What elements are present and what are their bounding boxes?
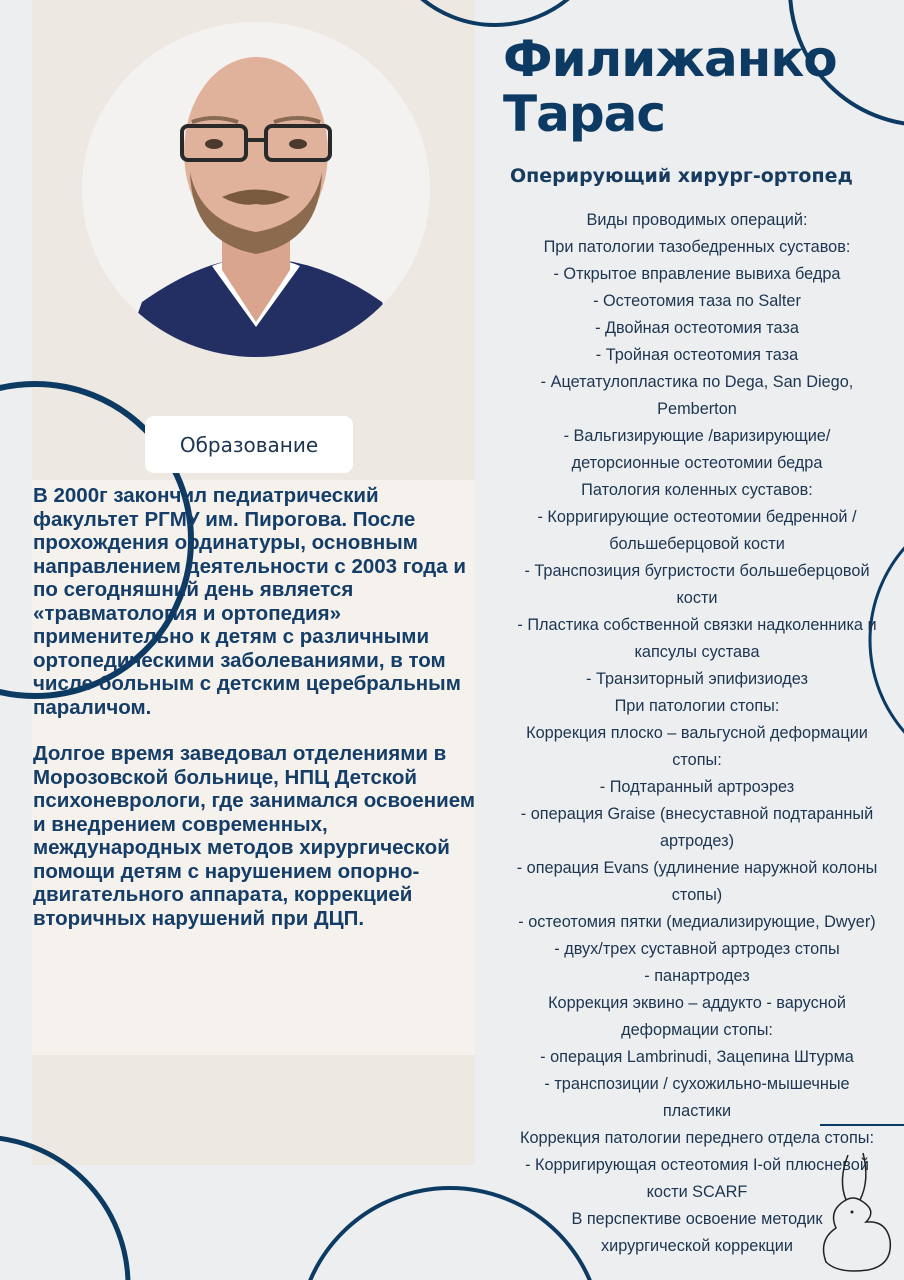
operation-line: - Корригирующие остеотомии бедренной /: [537, 508, 857, 526]
education-paragraph-2: Долгое время заведовал отделениями в Морозовской больнице, НПЦ Детской психоневрологи, где занимался освоением и внедрением современных, международных методов хирургической помощи детям с нарушением опорно-двигательного аппарата, коррекцией вторичных нарушений при ДЦП.: [33, 742, 475, 930]
operation-line: Pemberton: [657, 400, 737, 418]
operation-line: - операция Evans (удлинение наружной колоны: [516, 859, 878, 877]
doctor-firstname: Тарас: [503, 85, 666, 143]
operation-line: - Транзиторный эпифизиодез: [586, 670, 808, 688]
operation-line: - операция Graise (внесуставной подтаранный: [520, 805, 874, 823]
operation-line: - Открытое вправление вывиха бедра: [553, 265, 841, 283]
operation-line: - Двойная остеотомия таза: [595, 319, 799, 337]
operation-line: кости: [676, 589, 718, 607]
operation-line: - Пластика собственной связки надколенника и: [517, 616, 877, 634]
operation-line: - транспозиции / сухожильно-мышечные: [544, 1075, 850, 1093]
operation-line: Коррекция плоско – вальгусной деформации: [526, 724, 868, 742]
operation-line: Виды проводимых операций:: [586, 211, 808, 229]
doctor-role: Оперирующий хирург-ортопед: [510, 165, 853, 187]
education-label: Образование: [145, 416, 353, 473]
doctor-surname: Филижанко: [503, 30, 837, 88]
operations-list: [488, 207, 904, 1260]
operation-line: - двух/трех суставной артродез стопы: [554, 940, 840, 958]
operation-line: - остеотомия пятки (медиализирующие, Dwyer): [518, 913, 876, 931]
operation-line: стопы): [671, 886, 723, 904]
rabbit-doodle-icon: [808, 1150, 898, 1275]
operation-line: - панартродез: [644, 967, 750, 985]
doctor-photo: [82, 22, 430, 357]
operation-line: - Корригирующая остеотомия I-ой плюсневой: [525, 1156, 869, 1174]
operation-line: капсулы сустава: [634, 643, 760, 661]
operation-line: В перспективе освоение методик: [571, 1210, 823, 1228]
operation-line: деторсионные остеотомии бедра: [571, 454, 823, 472]
operation-line: Патология коленных суставов:: [581, 481, 813, 499]
operation-line: - Ацетатулопластика по Dega, San Diego,: [540, 373, 854, 391]
operation-line: Коррекция эквино – аддукто - варусной: [548, 994, 846, 1012]
operation-line: - Транспозиция бугристости большеберцовой: [524, 562, 870, 580]
operation-line: - операция Lambrinudi, Зацепина Штурма: [540, 1048, 854, 1066]
operation-line: При патологии стопы:: [614, 697, 780, 715]
operation-line: - Вальгизирующие /варизирующие/: [563, 427, 831, 445]
operation-line: хирургической коррекции: [601, 1237, 793, 1255]
operation-line: артродез): [659, 832, 735, 850]
operation-line: деформации стопы:: [621, 1021, 773, 1039]
operation-line: пластики: [662, 1102, 732, 1120]
operation-line: кости SCARF: [646, 1183, 748, 1201]
operation-line: большеберцовой кости: [609, 535, 785, 553]
operation-line: стопы:: [672, 751, 722, 769]
operation-line: - Тройная остеотомия таза: [595, 346, 799, 364]
operation-line: - Остеотомия таза по Salter: [593, 292, 801, 310]
operation-line: Коррекция патологии переднего отдела стопы:: [519, 1129, 874, 1147]
education-paragraph-1: В 2000г закончил педиатрический факультет РГМУ им. Пирогова. После прохождения ординатуры, основным направлением деятельности с 2003 года и по сегодняшний день является «травматология и ортопедия» применительно к детям с различными ортопедическими заболеваниями, в том числе больным с детским церебральным параличом.: [33, 484, 466, 719]
operation-line: При патологии тазобедренных суставов:: [543, 238, 851, 256]
education-text: [33, 484, 481, 953]
doctor-name: [503, 32, 903, 142]
operation-line: - Подтаранный артроэрез: [599, 778, 795, 796]
